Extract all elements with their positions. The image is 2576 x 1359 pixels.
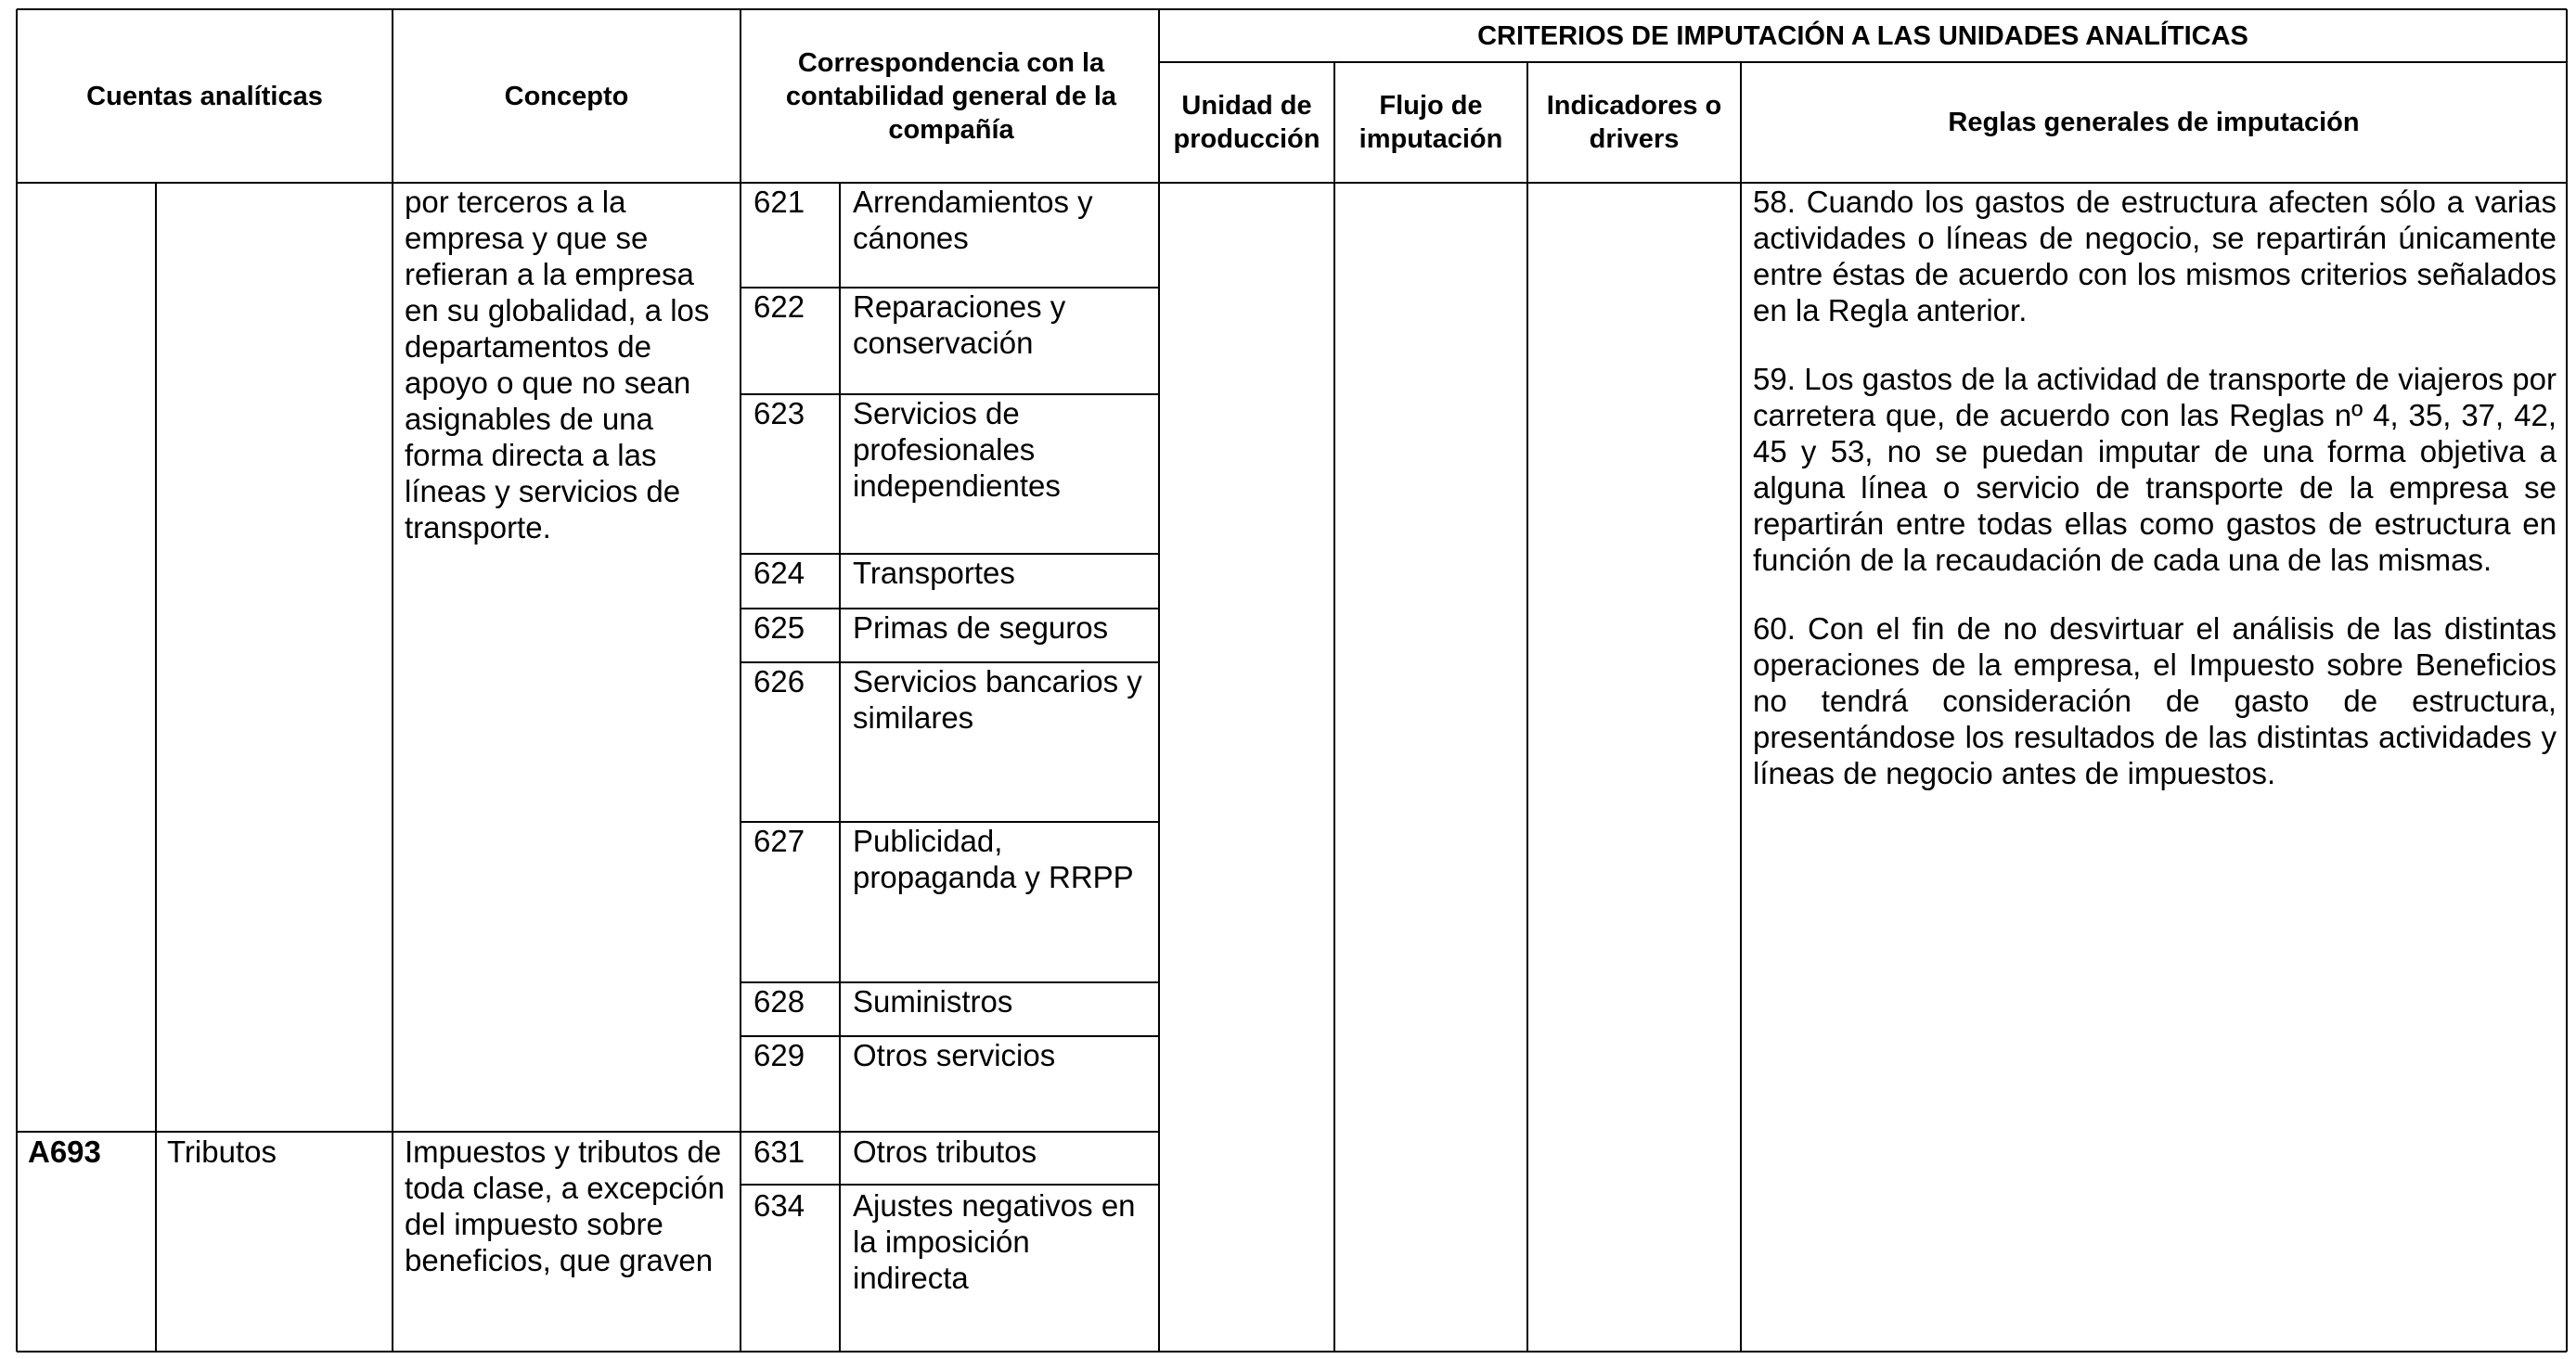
- account-code: 626: [753, 664, 805, 699]
- account-code: 627: [753, 824, 805, 858]
- account-code: 624: [753, 556, 805, 590]
- account-code: 634: [753, 1188, 805, 1223]
- account-id-a693: A693: [28, 1135, 101, 1169]
- account-desc: Arrendamientos y cánones: [853, 185, 1093, 255]
- account-code: 623: [753, 396, 805, 430]
- account-code: 629: [753, 1038, 805, 1072]
- rule-58: 58. Cuando los gastos de estructura afecten sólo a varias actividades o líneas de negocio, se repartirán únicamente entre éstas de acuerdo con los mismos criterios señalados en la Regla anterior.: [1753, 185, 2557, 327]
- rule-60: 60. Con el fin de no desvirtuar el análisis de las distintas operaciones de la empresa, el Impuesto sobre Beneficios no tendrá consideración de gasto de estructura, presentándose los resultados de las distintas actividades y líneas de negocio antes de impuestos.: [1753, 611, 2557, 790]
- header-reglas: Reglas generales de imputación: [1948, 108, 2360, 137]
- account-code: 631: [753, 1135, 805, 1169]
- account-code: 628: [753, 984, 805, 1019]
- account-name-tributos: Tributos: [167, 1135, 277, 1169]
- header-indicadores: Indicadores o drivers: [1546, 91, 1722, 154]
- account-desc: Ajustes negativos en la imposición indirecta: [853, 1188, 1136, 1295]
- account-desc: Publicidad, propaganda y RRPP: [853, 824, 1134, 894]
- account-desc: Servicios bancarios y similares: [853, 664, 1142, 735]
- concept-tributos: Impuestos y tributos de toda clase, a excepción del impuesto sobre beneficios, que graven: [405, 1135, 725, 1277]
- account-desc: Otros tributos: [853, 1135, 1037, 1169]
- account-desc: Transportes: [853, 556, 1015, 590]
- header-cuentas: Cuentas analíticas: [86, 81, 323, 111]
- account-desc: Otros servicios: [853, 1038, 1056, 1072]
- account-desc: Primas de seguros: [853, 610, 1109, 645]
- rules-text: [1753, 184, 2557, 824]
- rule-59: 59. Los gastos de la actividad de transporte de viajeros por carretera que, de acuerdo con las Reglas nº 4, 35, 37, 42, 45 y 53, no se puedan imputar de una forma objetiva a alguna línea o servicio de transporte de la empresa se repartirán entre todas ellas como gastos de estructura en función de la recaudación de cada una de las mismas.: [1753, 362, 2557, 577]
- account-code: 622: [753, 289, 805, 324]
- concept-continuation: por terceros a la empresa y que se refieran a la empresa en su globalidad, a los departamentos de apoyo o que no sean asignables de una forma directa a las líneas y servicios de transporte.: [405, 185, 710, 545]
- account-desc: Servicios de profesionales independientes: [853, 396, 1061, 503]
- account-desc: Reparaciones y conservación: [853, 289, 1066, 360]
- account-code: 621: [753, 185, 805, 219]
- header-concepto: Concepto: [504, 81, 629, 111]
- account-desc: Suministros: [853, 984, 1013, 1019]
- header-criterios: CRITERIOS DE IMPUTACIÓN A LAS UNIDADES ANALÍTICAS: [1477, 20, 2248, 51]
- header-flujo: Flujo de imputación: [1359, 91, 1503, 154]
- account-code: 625: [753, 610, 805, 645]
- header-correspondencia: Correspondencia con la contabilidad general de la compañía: [785, 47, 1117, 145]
- header-unidad: Unidad de producción: [1173, 91, 1320, 154]
